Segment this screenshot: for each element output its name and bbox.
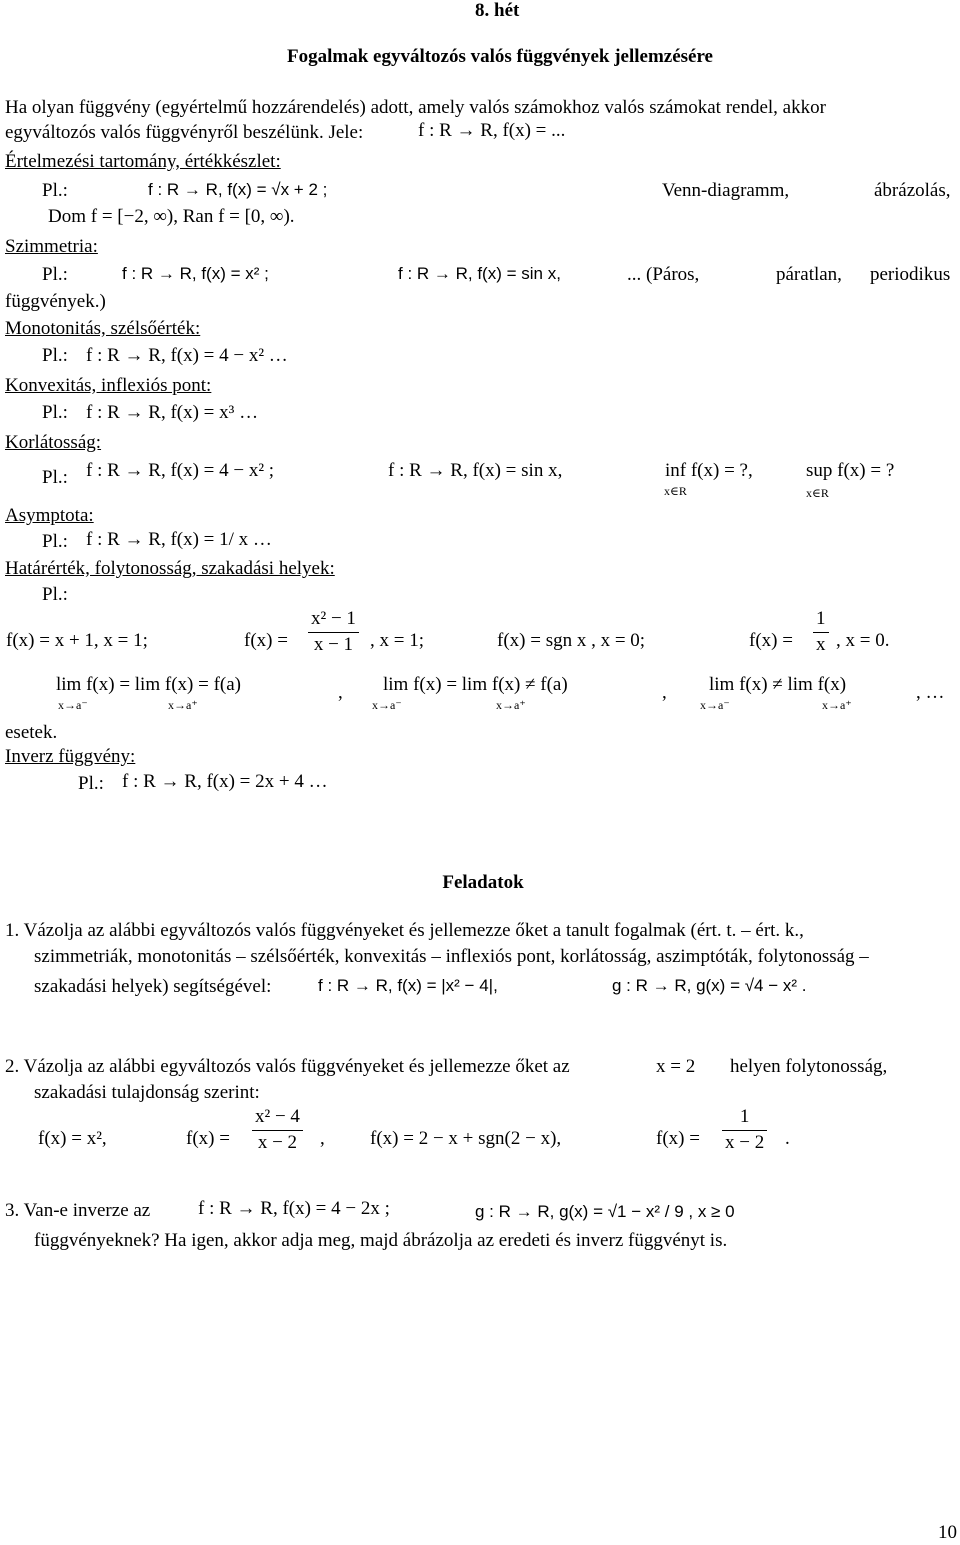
fraction-numerator: x² − 4 — [252, 1106, 303, 1131]
fraction-numerator: x² − 1 — [308, 608, 359, 633]
limit-subscript: x→a⁺ — [168, 698, 198, 712]
limit-subscript: x→a⁺ — [822, 698, 852, 712]
monotonity-example: f : R → R, f(x) = 4 − x² … — [86, 345, 288, 366]
intro-line-2: egyváltozós valós függvényről beszélünk. Jele: — [5, 122, 364, 143]
supremum-expression: sup f(x) = ? — [806, 460, 895, 481]
limit-case-3: lim f(x) ≠ lim f(x) — [709, 674, 847, 695]
task-2-function-4-lhs: f(x) = — [656, 1128, 700, 1149]
intro-formula: f : R → R, f(x) = ... — [418, 120, 566, 141]
week-label: 8. hét — [475, 0, 520, 21]
limit-subscript: x→a⁻ — [372, 698, 402, 712]
fraction-numerator: 1 — [813, 608, 829, 633]
task-3-line-2: függvényeknek? Ha igen, akkor adja meg, majd ábrázolja az eredeti és inverz függvényt is. — [34, 1230, 728, 1251]
fraction-denominator: x − 1 — [313, 633, 354, 655]
fraction-denominator: x — [816, 633, 826, 655]
limit-example-4-fraction — [813, 608, 829, 657]
section-heading-limits: Határérték, folytonosság, szakadási helyek: — [5, 558, 335, 579]
limit-subscript: x→a⁺ — [496, 698, 526, 712]
boundedness-example-1: f : R → R, f(x) = 4 − x² ; — [86, 460, 275, 481]
section-heading-domain: Értelmezési tartomány, értékkészlet: — [5, 151, 281, 172]
tasks-heading: Feladatok — [442, 872, 524, 893]
task-2-function-2-rhs: , — [320, 1128, 325, 1149]
abrazolas-text: ábrázolás, — [874, 180, 951, 201]
task-3-function-g: g : R → R, g(x) = √1 − x² / 9 , x ≥ 0 — [475, 1202, 735, 1221]
limit-example-2-rhs: , x = 1; — [370, 630, 424, 651]
fraction-denominator: x − 2 — [257, 1131, 298, 1153]
task-2-function-4-rhs: . — [785, 1128, 790, 1149]
symmetry-example-2: f : R → R, f(x) = sin x, — [398, 264, 561, 283]
supremum-subscript: x∈R — [806, 486, 829, 500]
limit-example-4-rhs: , x = 0. — [836, 630, 890, 651]
limit-example-2-fraction — [308, 608, 359, 657]
infimum-expression: inf f(x) = ?, — [665, 460, 753, 481]
periodikus-text: periodikus — [870, 264, 951, 285]
task-1-line-2: szimmetriák, monotonitás – szélsőérték, konvexitás – inflexiós pont, korlátosság, aszimptóták, folytonosság – — [34, 946, 869, 967]
venn-text: Venn-diagramm, — [662, 180, 790, 201]
task-1-function-g: g : R → R, g(x) = √4 − x² . — [612, 976, 807, 995]
intro-line-1: Ha olyan függvény (egyértelmű hozzárendelés) adott, amely valós számokhoz valós számokat rendel, akkor — [5, 97, 826, 118]
esetek-text: esetek. — [5, 722, 58, 743]
limit-subscript: x→a⁻ — [58, 698, 88, 712]
limit-example-2-lhs: f(x) = — [244, 630, 288, 651]
section-heading-convexity: Konvexitás, inflexiós pont: — [5, 375, 212, 396]
section-heading-symmetry: Szimmetria: — [5, 236, 98, 257]
paros-text: ... (Páros, — [627, 264, 700, 285]
task-1-line-3: szakadási helyek) segítségével: — [34, 976, 272, 997]
limit-case-1: lim f(x) = lim f(x) = f(a) — [56, 674, 241, 695]
fraction-denominator: x − 2 — [725, 1131, 765, 1153]
task-1-function-f: f : R → R, f(x) = |x² − 4|, — [318, 976, 498, 995]
limit-subscript: x→a⁻ — [700, 698, 730, 712]
pl-label: Pl.: — [42, 531, 68, 552]
fraction-numerator: 1 — [722, 1106, 767, 1131]
inverse-example: f : R → R, f(x) = 2x + 4 … — [122, 771, 328, 792]
infimum-subscript: x∈R — [664, 484, 687, 498]
task-2-line-1: 2. Vázolja az alábbi egyváltozós valós függvényeket és jellemezze őket az — [5, 1056, 570, 1077]
task-2-function-4-fraction — [722, 1106, 767, 1155]
page-title: Fogalmak egyváltozós valós függvények jellemzésére — [286, 46, 713, 67]
limit-example-4-lhs: f(x) = — [749, 630, 793, 651]
limit-example-3: f(x) = sgn x , x = 0; — [497, 630, 646, 651]
task-2-function-2-fraction — [252, 1106, 303, 1155]
ellipsis: , … — [916, 682, 945, 703]
section-heading-monotonity: Monotonitás, szélsőérték: — [5, 318, 201, 339]
asymptote-example: f : R → R, f(x) = 1/ x … — [86, 529, 272, 550]
dom-ran-formula: Dom f = [−2, ∞), Ran f = [0, ∞). — [48, 206, 295, 227]
pl-label: Pl.: — [42, 345, 68, 366]
comma: , — [662, 682, 667, 703]
comma: , — [338, 682, 343, 703]
pl-label: Pl.: — [42, 264, 68, 285]
task-1-line-1: 1. Vázolja az alábbi egyváltozós valós függvényeket és jellemezze őket a tanult fogalmak (ért. t. – ért. k., — [5, 920, 804, 941]
pl-label: Pl.: — [42, 467, 68, 488]
fuggvenyek-text: függvények.) — [5, 291, 106, 312]
task-3-prefix: 3. Van-e inverze az — [5, 1200, 151, 1221]
page-number: 10 — [938, 1522, 957, 1543]
task-2-point: x = 2 — [656, 1056, 696, 1077]
pl-label: Pl.: — [42, 180, 68, 201]
section-heading-inverse: Inverz függvény: — [5, 746, 136, 767]
paratlan-text: páratlan, — [776, 264, 842, 285]
limit-case-2: lim f(x) = lim f(x) ≠ f(a) — [383, 674, 568, 695]
task-2-after: helyen folytonosság, — [730, 1056, 888, 1077]
boundedness-example-2: f : R → R, f(x) = sin x, — [388, 460, 563, 481]
pl-label: Pl.: — [78, 773, 104, 794]
section-heading-asymptote: Asymptota: — [5, 505, 94, 526]
domain-example: f : R → R, f(x) = √x + 2 ; — [148, 180, 328, 199]
task-2-function-1: f(x) = x², — [38, 1128, 107, 1149]
task-2-line-2: szakadási tulajdonság szerint: — [34, 1082, 260, 1103]
convexity-example: f : R → R, f(x) = x³ … — [86, 402, 259, 423]
task-2-function-2-lhs: f(x) = — [186, 1128, 230, 1149]
limit-example-1: f(x) = x + 1, x = 1; — [6, 630, 148, 651]
section-heading-boundedness: Korlátosság: — [5, 432, 102, 453]
task-3-function-f: f : R → R, f(x) = 4 − 2x ; — [198, 1198, 390, 1219]
task-2-function-3: f(x) = 2 − x + sgn(2 − x), — [370, 1128, 562, 1149]
symmetry-example-1: f : R → R, f(x) = x² ; — [122, 264, 269, 283]
pl-label: Pl.: — [42, 584, 68, 605]
pl-label: Pl.: — [42, 402, 68, 423]
